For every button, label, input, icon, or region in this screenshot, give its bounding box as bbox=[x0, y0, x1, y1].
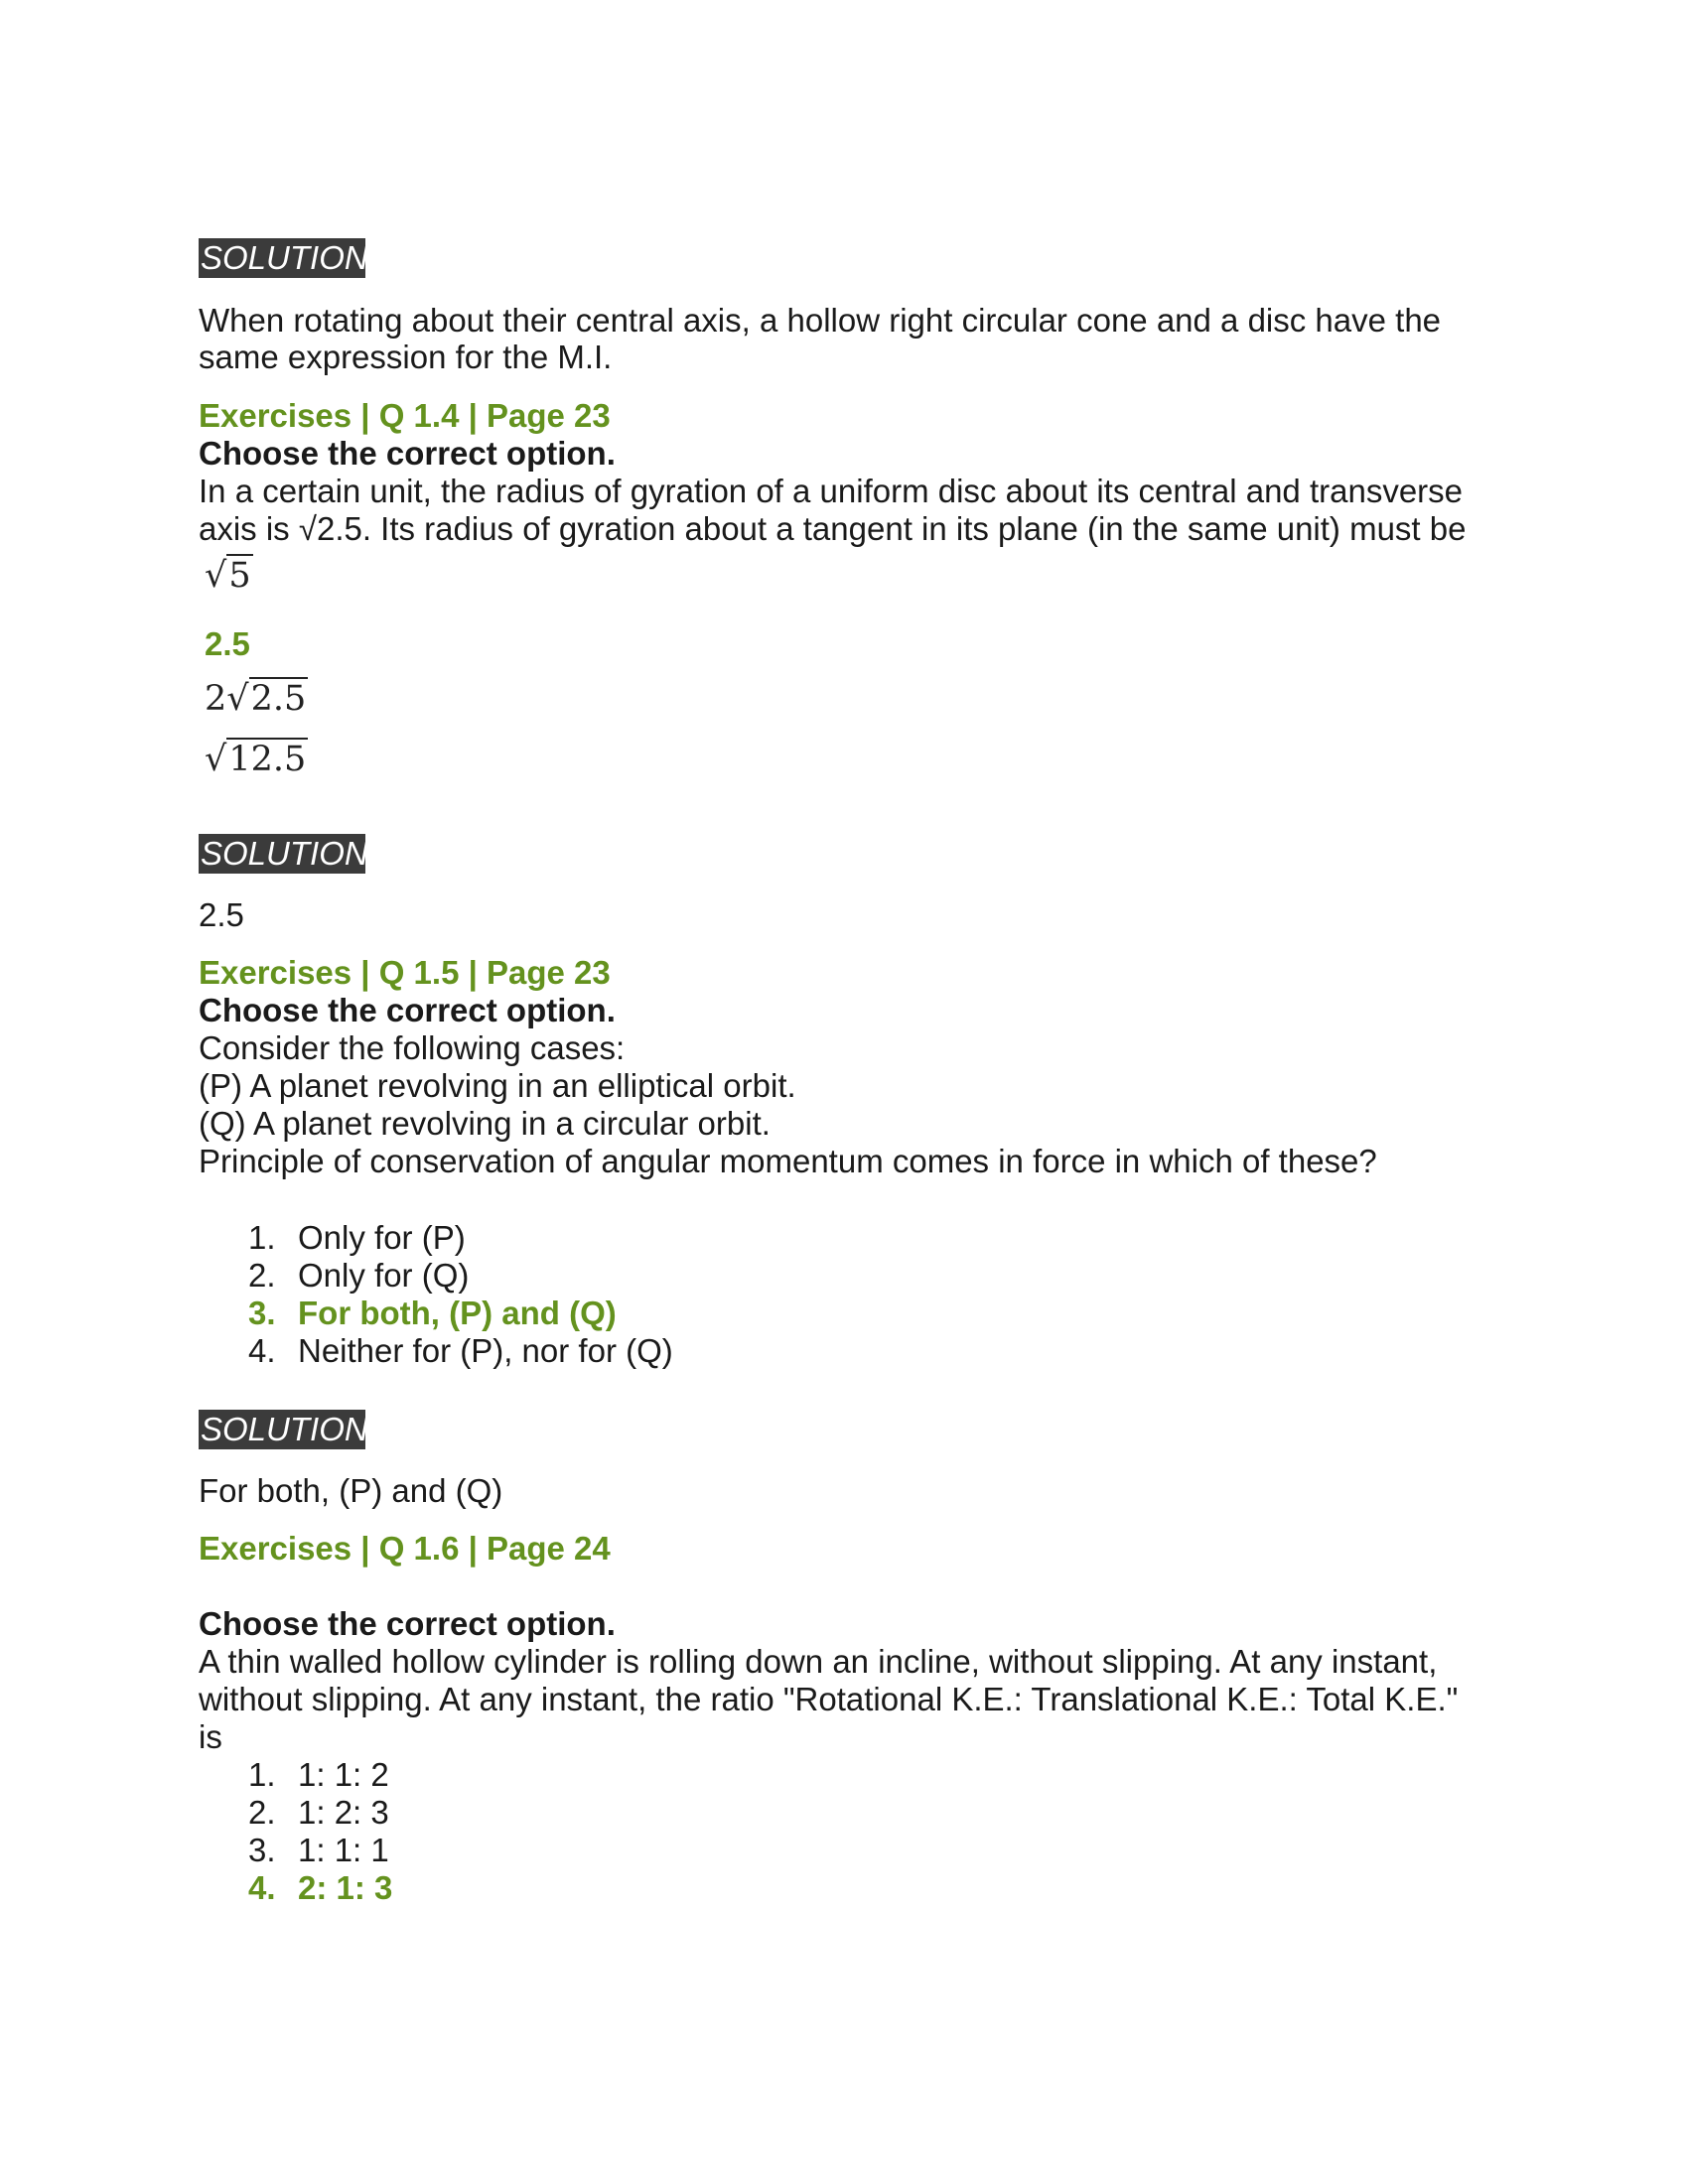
question-prompt: Choose the correct option. bbox=[199, 992, 616, 1028]
question-text-line: is bbox=[199, 1718, 222, 1755]
question-text-line: Principle of conservation of angular momentum comes in force in which of these? bbox=[199, 1143, 1377, 1179]
list-item: 2. 1: 2: 3 bbox=[248, 1794, 389, 1831]
list-item-correct: 3. For both, (P) and (Q) bbox=[248, 1295, 617, 1331]
question-prompt: Choose the correct option. bbox=[199, 435, 616, 472]
question-text-line: A thin walled hollow cylinder is rolling down an incline, without slipping. At any instant, bbox=[199, 1643, 1438, 1680]
option-2-sqrt-2-5 bbox=[205, 679, 308, 719]
question-text-line: without slipping. At any instant, the ratio "Rotational K.E.: Translational K.E.: Total K.E." bbox=[199, 1681, 1459, 1717]
question-prompt: Choose the correct option. bbox=[199, 1605, 616, 1642]
question-heading: Exercises | Q 1.4 | Page 23 bbox=[199, 397, 611, 434]
sqrt-argument: 2.5 bbox=[250, 679, 307, 719]
question-text-line: (Q) A planet revolving in a circular orbit. bbox=[199, 1105, 771, 1142]
question-text-line: Consider the following cases: bbox=[199, 1029, 626, 1066]
question-text-line: axis is √2.5. Its radius of gyration about a tangent in its plane (in the same unit) must be bbox=[199, 510, 1467, 547]
sqrt-argument: 5 bbox=[228, 556, 251, 596]
option-correct: 2.5 bbox=[205, 625, 250, 662]
option-sqrt-5 bbox=[205, 556, 253, 596]
question-heading: Exercises | Q 1.5 | Page 23 bbox=[199, 954, 611, 991]
sqrt-symbol: √ bbox=[205, 740, 227, 779]
solution-answer: 2.5 bbox=[199, 896, 244, 933]
solution-answer: For both, (P) and (Q) bbox=[199, 1472, 503, 1509]
question-heading: Exercises | Q 1.6 | Page 24 bbox=[199, 1530, 611, 1567]
list-item-correct: 4. 2: 1: 3 bbox=[248, 1869, 393, 1906]
sqrt-symbol: √ bbox=[226, 679, 249, 719]
solution-text-line: When rotating about their central axis, a hollow right circular cone and a disc have the bbox=[199, 302, 1442, 339]
list-item: 2. Only for (Q) bbox=[248, 1257, 470, 1294]
list-item: 1. 1: 1: 2 bbox=[248, 1756, 389, 1793]
solution-label: SOLUTION bbox=[201, 1411, 368, 1447]
solution-text-line: same expression for the M.I. bbox=[199, 339, 613, 375]
list-item: 4. Neither for (P), nor for (Q) bbox=[248, 1332, 673, 1369]
sqrt-symbol: √ bbox=[205, 556, 227, 596]
option-sqrt-12-5 bbox=[205, 740, 308, 779]
question-text-line: (P) A planet revolving in an elliptical orbit. bbox=[199, 1067, 796, 1104]
coefficient: 2 bbox=[205, 679, 227, 719]
list-item: 3. 1: 1: 1 bbox=[248, 1832, 389, 1868]
list-item: 1. Only for (P) bbox=[248, 1219, 466, 1256]
sqrt-argument: 12.5 bbox=[228, 740, 307, 779]
solution-label: SOLUTION bbox=[201, 239, 368, 276]
solution-label: SOLUTION bbox=[201, 835, 368, 872]
question-text-line: In a certain unit, the radius of gyration of a uniform disc about its central and transverse bbox=[199, 473, 1464, 509]
